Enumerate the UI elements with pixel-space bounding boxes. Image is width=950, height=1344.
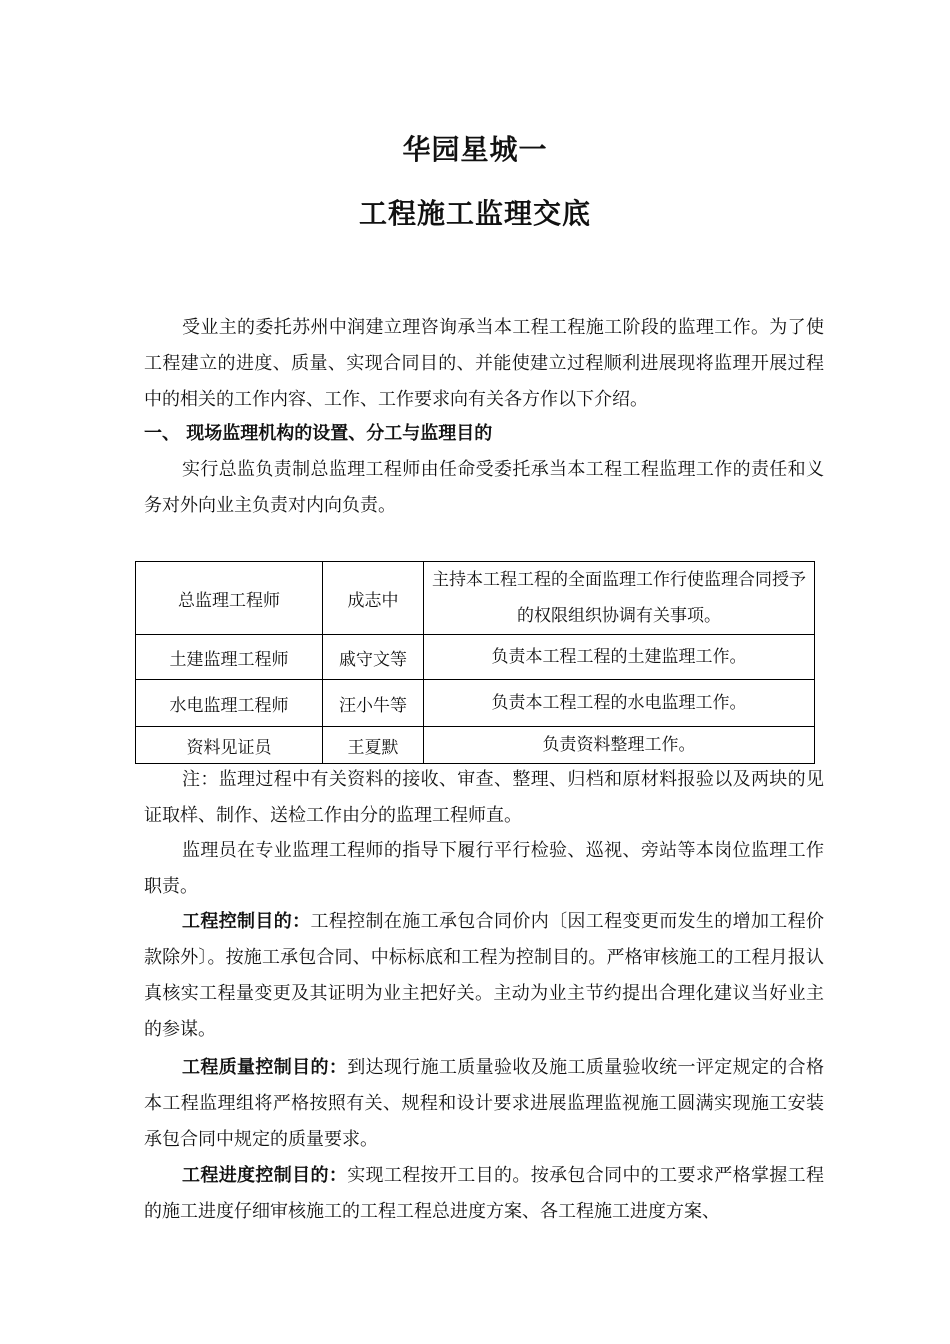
role-cell: 土建监理工程师: [136, 635, 323, 680]
intro-paragraph: 受业主的委托苏州中润建立理咨询承当本工程工程施工阶段的监理工作。为了使工程建立的进度、质量、实现合同目的、并能使建立过程顺利进展现将监理开展过程中的相关的工作内容、工作、工作要求向有关各方作以下介绍。: [144, 317, 824, 410]
schedule-control-body: 实现工程按开工目的。按承包合同中的工要求严格掌握工程的施工进度仔细审核施工的工程工程总进度方案、各工程施工进度方案、: [144, 1165, 825, 1222]
duty-cell: 负责本工程工程的土建监理工作。: [424, 635, 815, 680]
section1-paragraph: 实行总监负责制总监理工程师由任命受委托承当本工程工程监理工作的责任和义务对外向业主负责对内向负责。: [144, 459, 824, 516]
table-row: [136, 680, 815, 727]
cost-control-lead: 工程控制目的：: [182, 911, 311, 932]
schedule-control-lead: 工程进度控制目的：: [182, 1165, 348, 1186]
role-cell: 水电监理工程师: [136, 680, 323, 727]
cost-control-body: 工程控制在施工承包合同价内〔因工程变更而发生的增加工程价款除外〕。按施工承包合同、中标标底和工程为控制目的。严格审核施工的工程月报认真核实工程量变更及其证明为业主把好关。主动为业主节约提出合理化建议当好业主的参谋。: [144, 911, 825, 1040]
name-cell: 王夏默: [323, 727, 424, 764]
role-cell: 总监理工程师: [136, 562, 323, 635]
table-row: [136, 635, 815, 680]
name-cell: 成志中: [323, 562, 424, 635]
duty-cell: 主持本工程工程的全面监理工作行使监理合同授予的权限组织协调有关事项。: [424, 562, 815, 635]
note-paragraph: 注：监理过程中有关资料的接收、审查、整理、归档和原材料报验以及两块的见证取样、制作、送检工作由分的监理工程师直。: [144, 769, 824, 826]
table-row: [136, 562, 815, 635]
name-cell: 戚守文等: [323, 635, 424, 680]
section-heading-1: 一、 现场监理机构的设置、分工与监理目的: [144, 423, 493, 444]
role-cell: 资料见证员: [136, 727, 323, 764]
quality-control-body: 到达现行施工质量验收及施工质量验收统一评定规定的合格本工程监理组将严格按照有关、规程和设计要求进展监理监视施工圆满实现施工安装承包合同中规定的质量要求。: [144, 1057, 825, 1150]
cost-control-paragraph: [144, 904, 824, 1048]
schedule-control-paragraph: [144, 1158, 824, 1230]
quality-control-paragraph: [144, 1050, 824, 1158]
name-cell: 汪小牛等: [323, 680, 424, 727]
table-row: [136, 727, 815, 764]
duty-cell: 负责资料整理工作。: [424, 727, 815, 764]
document-title-line1: 华园星城一: [402, 133, 548, 166]
quality-control-lead: 工程质量控制目的：: [182, 1057, 348, 1078]
document-title-line2: 工程施工监理交底: [358, 197, 591, 230]
duty-cell: 负责本工程工程的水电监理工作。: [424, 680, 815, 727]
staff-table: [135, 561, 815, 764]
supervisor-paragraph: 监理员在专业监理工程师的指导下履行平行检验、巡视、旁站等本岗位监理工作职责。: [144, 840, 824, 897]
